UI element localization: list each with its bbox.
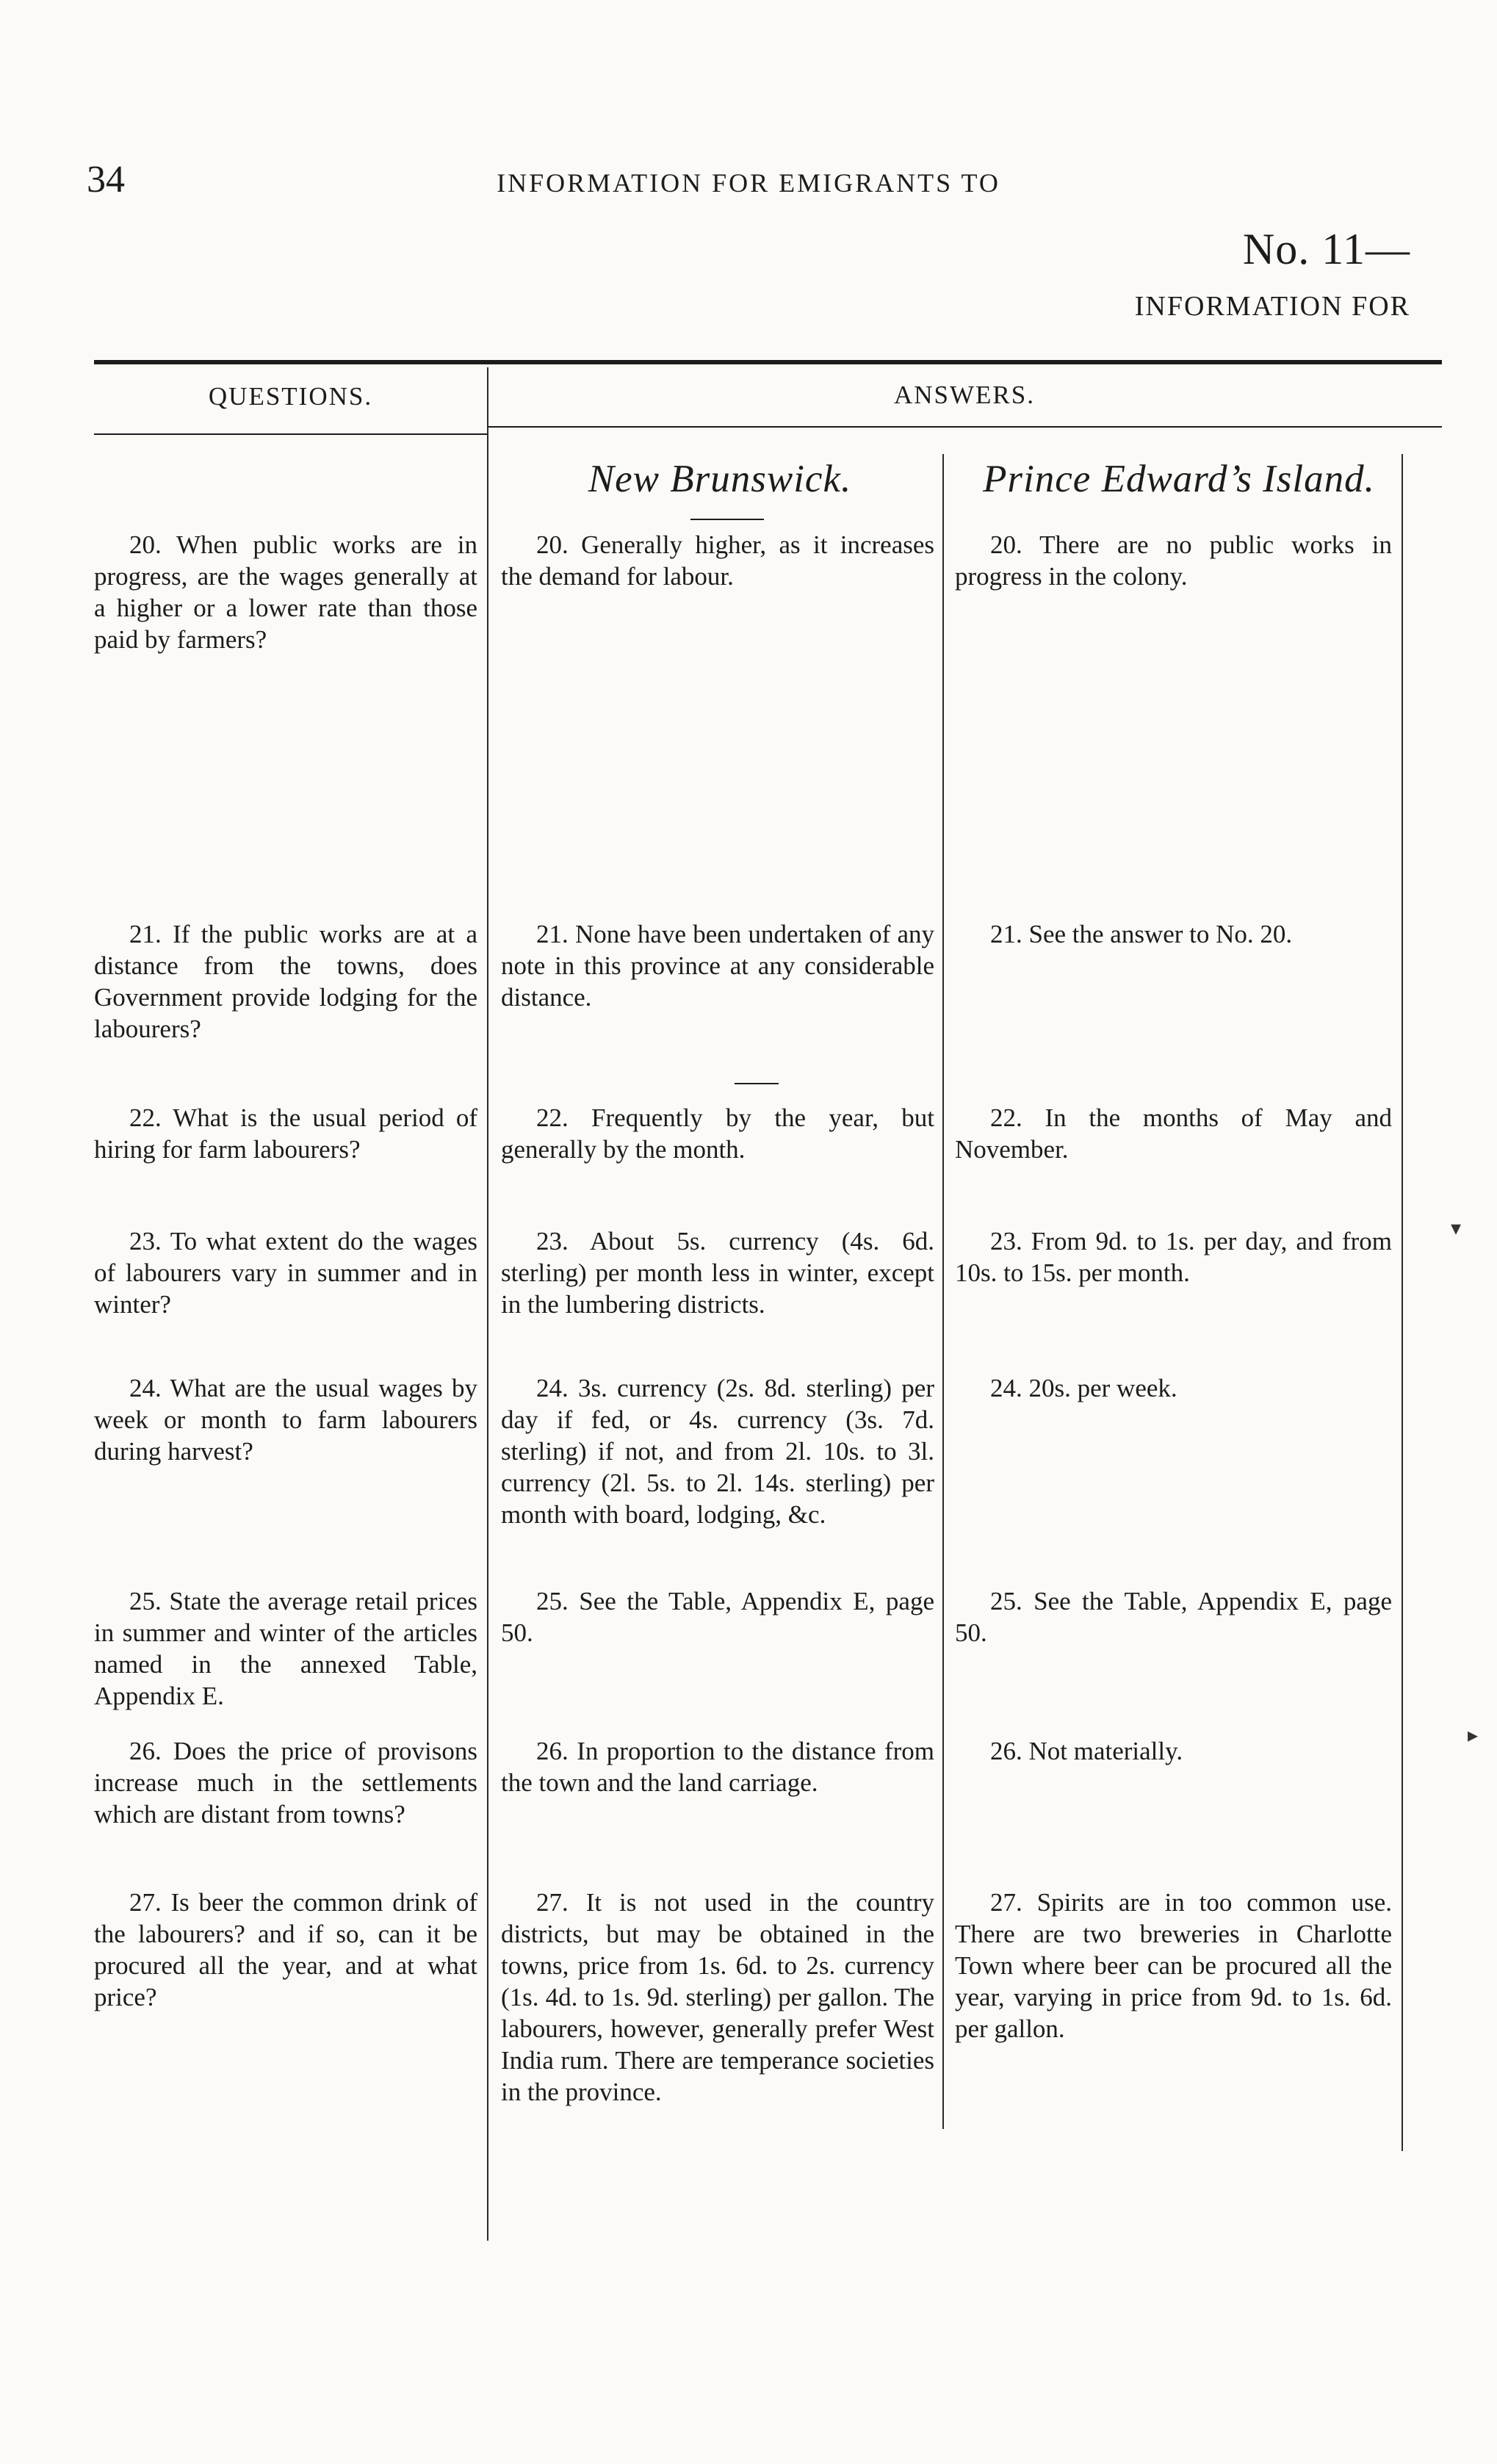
questions-header: QUESTIONS. (208, 382, 373, 411)
region-new-brunswick: New Brunswick. (588, 458, 852, 500)
answer-nb-22: 22. Frequently by the year, but generally by the month. (501, 1103, 934, 1164)
answer-pei-23: 23. From 9d. to 1s. per day, and from 10s. to 15s. per month. (955, 1227, 1392, 1287)
answer-pei-27: 27. Spirits are in too common use. There are two breweries in Charlotte Town where beer can be procured all the year, varying in price from 9d. to 1s. 6d. per gallon. (955, 1888, 1392, 2043)
question-23: 23. To what extent do the wages of labourers vary in summer and in winter? (94, 1227, 477, 1319)
question-20: 20. When public works are in progress, are the wages generally at a higher or a lower rate than those paid by farmers? (94, 530, 477, 654)
margin-triangle-mark: ▸ (1468, 1724, 1479, 1747)
question-27: 27. Is beer the common drink of the labourers? and if so, can it be procured all the year, and at what price? (94, 1888, 477, 2011)
page-number: 34 (87, 159, 125, 201)
column-divider-2 (942, 454, 944, 2129)
header-underline-left (94, 433, 487, 435)
question-25: 25. State the average retail prices in summer and winter of the articles named in the annexed Table, Appendix E. (94, 1587, 477, 1710)
answer-nb-25: 25. See the Table, Appendix E, page 50. (501, 1587, 934, 1647)
running-title: INFORMATION FOR EMIGRANTS TO (497, 168, 1000, 198)
top-thick-rule (94, 360, 1442, 364)
column-divider-1 (487, 367, 488, 2241)
margin-arrow-mark: ▾ (1451, 1217, 1462, 1240)
header-underline-right (487, 426, 1442, 428)
answer-nb-27: 27. It is not used in the country districts, but may be obtained in the towns, price from 1s. 6d. to 2s. currency (1s. 4d. to 1s. 9d. sterling) per gallon. The labourers, however, generally prefer West India rum. There are temperance societies in the province. (501, 1888, 934, 2106)
answer-nb-20: 20. Generally higher, as it increases the demand for labour. (501, 530, 934, 591)
question-21: 21. If the public works are at a distance from the towns, does Government provide lodging for the labourers? (94, 920, 477, 1043)
answer-nb-23: 23. About 5s. currency (4s. 6d. sterling) per month less in winter, except in the lumbering districts. (501, 1227, 934, 1319)
column-divider-3 (1402, 454, 1403, 2151)
question-22: 22. What is the usual period of hiring for farm labourers? (94, 1103, 477, 1164)
answer-pei-24: 24. 20s. per week. (990, 1374, 1177, 1402)
region-prince-edward-island: Prince Edward’s Island. (983, 458, 1375, 500)
section-title: INFORMATION FOR (1134, 291, 1410, 322)
short-divider-21 (735, 1083, 779, 1084)
answer-pei-26: 26. Not materially. (990, 1737, 1183, 1765)
answer-nb-26: 26. In proportion to the distance from the town and the land carriage. (501, 1737, 934, 1797)
answer-nb-21: 21. None have been undertaken of any note in this province at any considerable distance. (501, 920, 934, 1012)
question-24: 24. What are the usual wages by week or month to farm labourers during harvest? (94, 1374, 477, 1466)
answer-pei-25: 25. See the Table, Appendix E, page 50. (955, 1587, 1392, 1647)
answers-header: ANSWERS. (894, 381, 1035, 409)
answer-pei-22: 22. In the months of May and November. (955, 1103, 1392, 1164)
answer-nb-24: 24. 3s. currency (2s. 8d. sterling) per day if fed, or 4s. currency (3s. 7d. sterling) if not, and from 2l. 10s. to 3l. currency (2l. 5s. to 2l. 14s. sterling) per month with board, lodging, &c. (501, 1374, 934, 1529)
document-number: No. 11— (1242, 225, 1410, 273)
region-underline (690, 519, 764, 520)
answer-pei-21: 21. See the answer to No. 20. (990, 920, 1293, 948)
answer-pei-20: 20. There are no public works in progress in the colony. (955, 530, 1392, 591)
question-26: 26. Does the price of provisons increase much in the settlements which are distant from towns? (94, 1737, 477, 1829)
